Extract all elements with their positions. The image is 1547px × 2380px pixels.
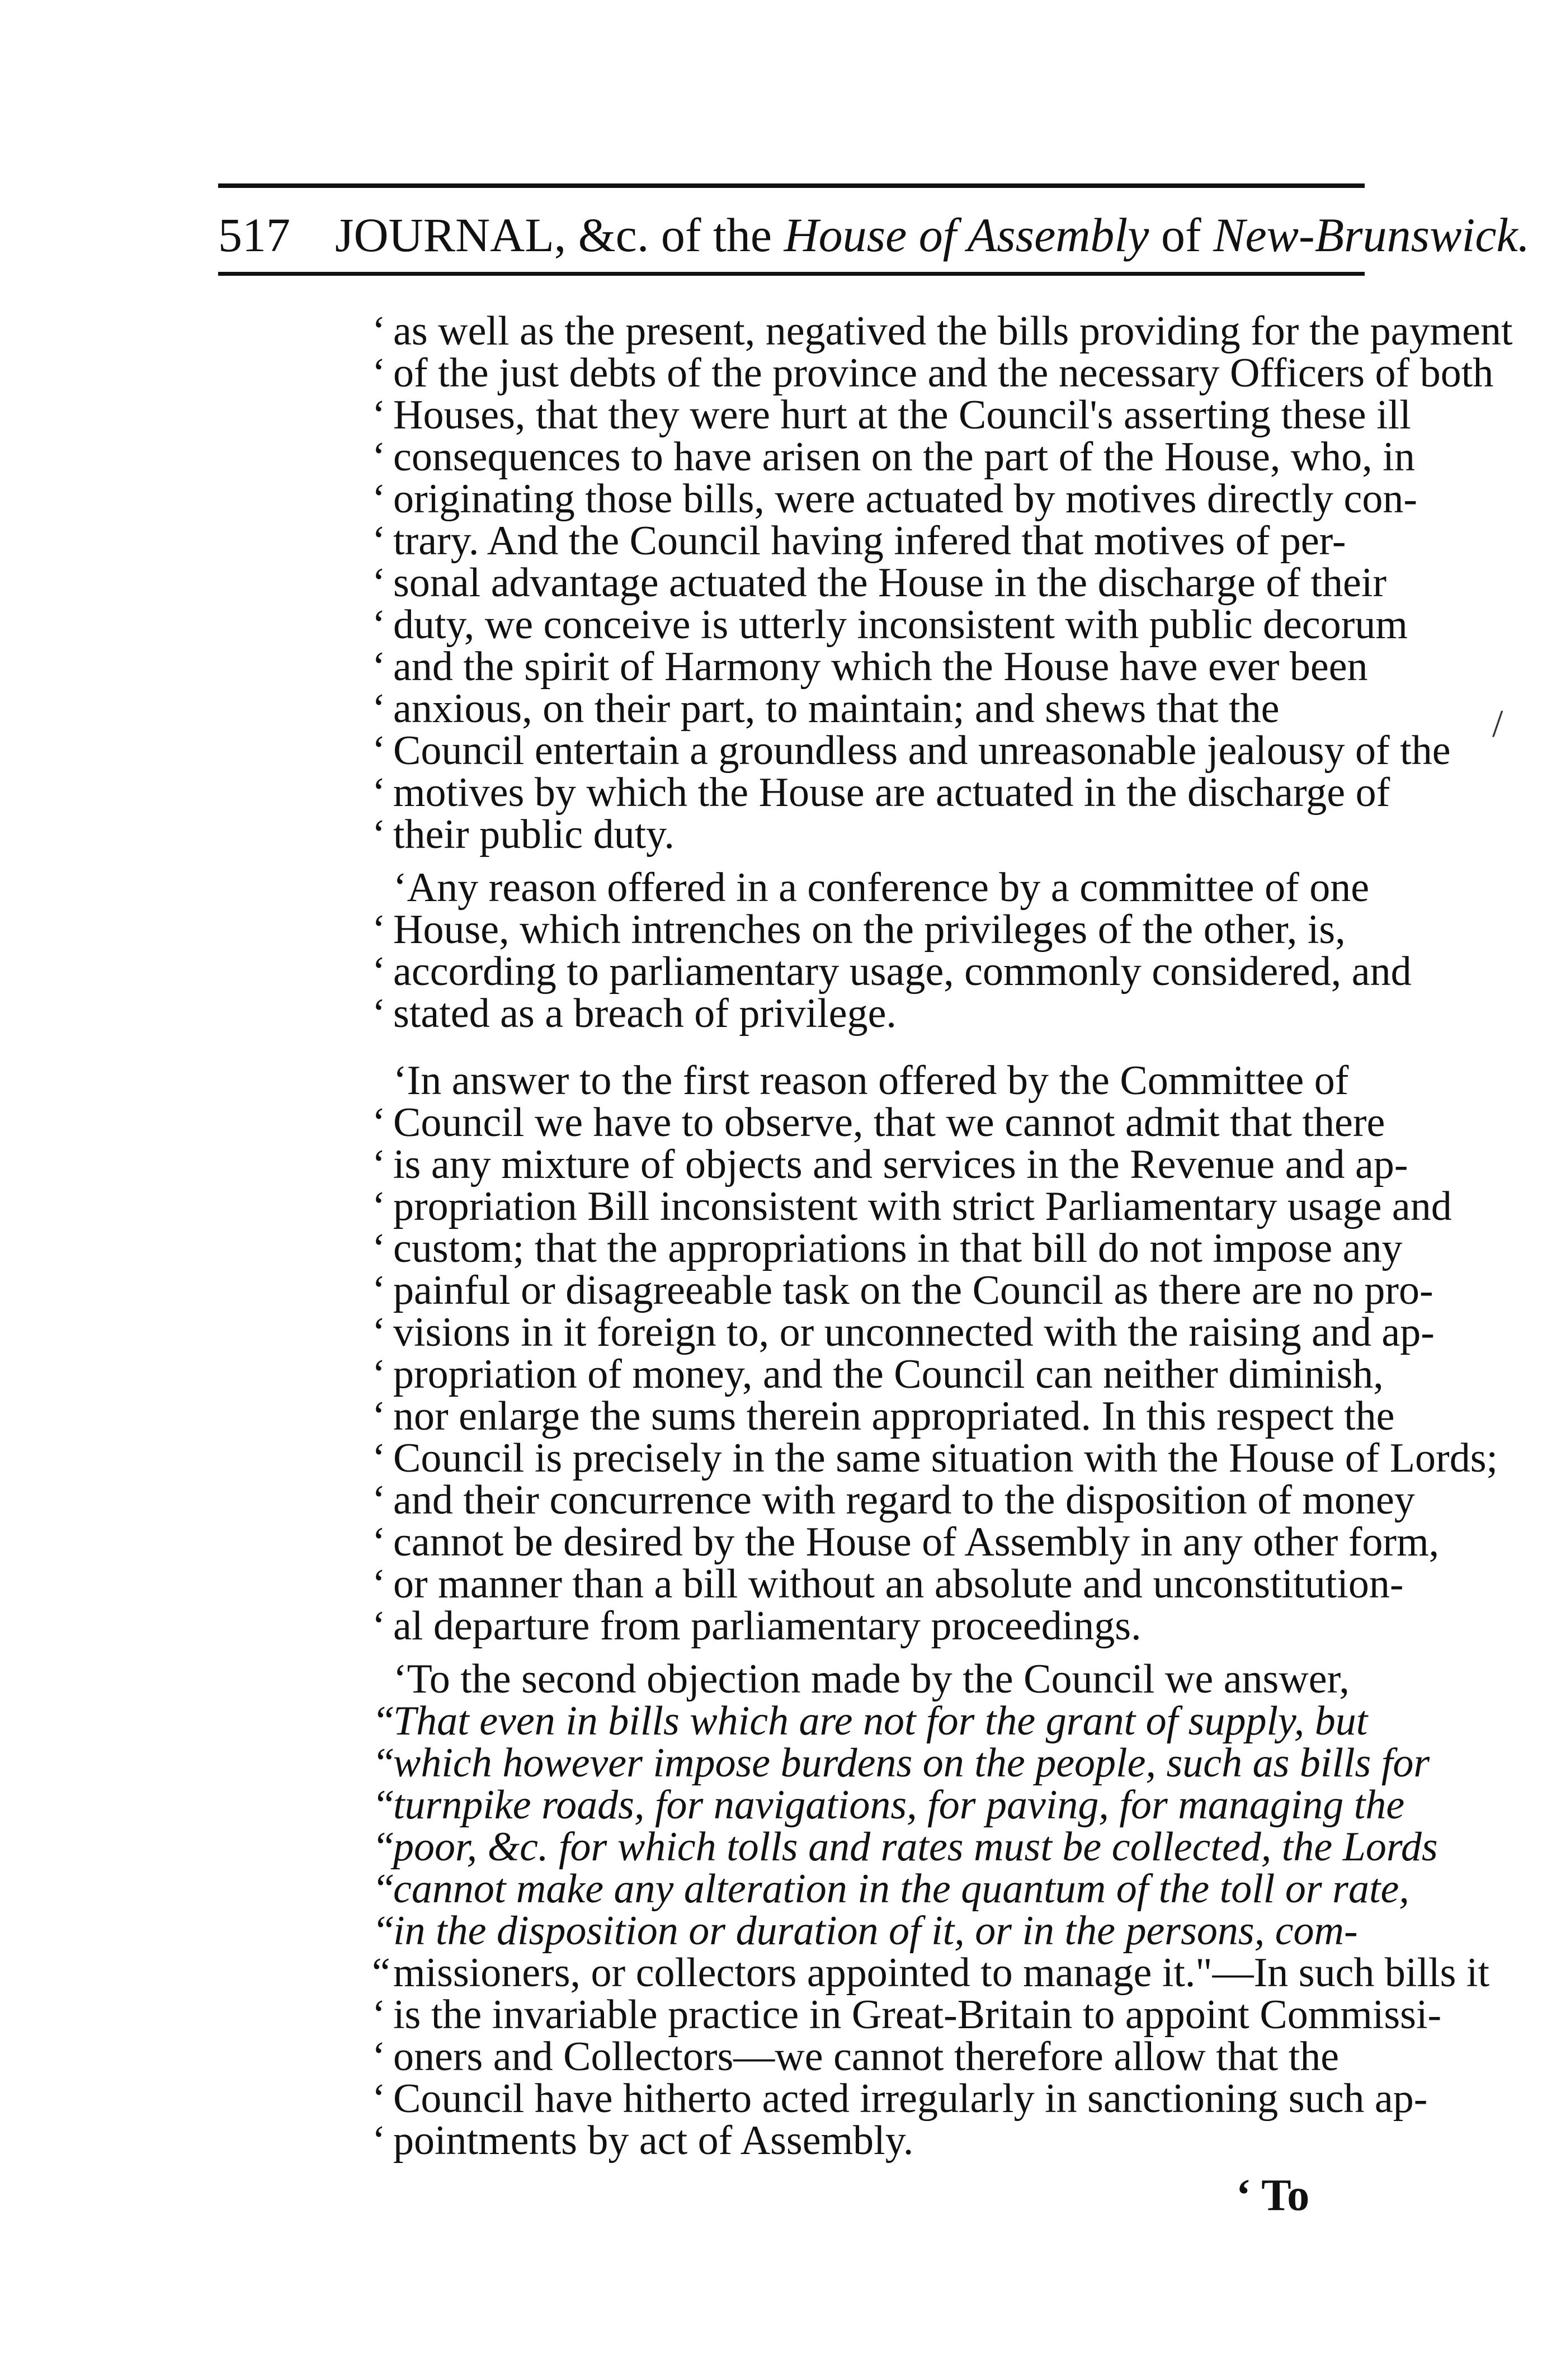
text-line: ‘ duty, we conceive is utterly inconsistent with public decorum	[372, 602, 1408, 648]
text-line: ‘ Council entertain a groundless and unreasonable jealousy of the	[372, 728, 1451, 774]
text-line: ‘ visions in it foreign to, or unconnected with the raising and ap-	[372, 1309, 1435, 1355]
text-line: ‘To the second objection made by the Council we answer,	[393, 1656, 1350, 1702]
text-line: ‘ according to parliamentary usage, commonly considered, and	[372, 949, 1412, 995]
text-line: ‘ Houses, that they were hurt at the Council's asserting these ill	[372, 392, 1411, 438]
text-line: ‘ cannot be desired by the House of Assembly in any other form,	[372, 1519, 1440, 1565]
text-line: ‘ anxious, on their part, to maintain; and shews that the	[372, 686, 1280, 732]
text-line: ‘In answer to the first reason offered by the Committee of	[393, 1058, 1349, 1104]
text-line: ‘ or manner than a bill without an absolute and unconstitution-	[372, 1561, 1404, 1607]
text-line: “missioners, or collectors appointed to manage it."—In such bills it	[372, 1950, 1490, 1996]
running-header	[218, 201, 1530, 268]
text-line: ‘ pointments by act of Assembly.	[372, 2118, 914, 2164]
paragraph-2	[372, 865, 1412, 1036]
text-line: ‘ consequences to have arisen on the part of the House, who, in	[372, 434, 1415, 480]
text-line: ‘ motives by which the House are actuated in the discharge of	[372, 770, 1390, 816]
text-line: ‘ Council we have to observe, that we cannot admit that there	[372, 1100, 1385, 1146]
text-line: ‘ custom; that the appropriations in that bill do not impose any	[372, 1226, 1403, 1271]
text-line: ‘ al departure from parliamentary proceedings.	[372, 1603, 1142, 1649]
text-line: ‘ nor enlarge the sums therein appropriated. In this respect the	[372, 1393, 1395, 1439]
text-line: “turnpike roads, for navigations, for paving, for managing the	[372, 1782, 1405, 1828]
text-line: ‘ Council is precisely in the same situation with the House of Lords;	[372, 1435, 1498, 1481]
text-line: ‘ propriation Bill inconsistent with strict Parliamentary usage and	[372, 1184, 1452, 1229]
header-rule-bottom	[218, 272, 1365, 276]
text-line: “That even in bills which are not for the grant of supply, but	[372, 1698, 1368, 1744]
paragraph-3	[372, 1058, 1498, 1649]
text-line: ‘ their public duty.	[372, 812, 675, 857]
paragraph-1	[372, 308, 1513, 857]
text-line: ‘ is any mixture of objects and services in the Revenue and ap-	[372, 1142, 1408, 1187]
text-line: ‘ Council have hitherto acted irregularly in sanctioning such ap-	[372, 2076, 1428, 2122]
text-line: ‘ and their concurrence with regard to the disposition of money	[372, 1477, 1415, 1523]
text-line: ‘ painful or disagreeable task on the Council as there are no pro-	[372, 1267, 1433, 1313]
header-house-of-assembly: House of Assembly	[784, 208, 1149, 262]
text-line: ‘Any reason offered in a conference by a committee of one	[393, 865, 1370, 911]
text-line: ‘ trary. And the Council having infered that motives of per-	[372, 518, 1346, 564]
paragraph-4	[372, 1656, 1490, 2164]
text-line: “in the disposition or duration of it, or in the persons, com-	[372, 1908, 1358, 1954]
text-line: ‘ stated as a breach of privilege.	[372, 991, 897, 1036]
text-line: ‘ oners and Collectors—we cannot therefore allow that the	[372, 2034, 1340, 2080]
text-line: ‘ originating those bills, were actuated by motives directly con-	[372, 476, 1417, 522]
text-line: “cannot make any alteration in the quantum of the toll or rate,	[372, 1866, 1409, 1912]
text-line: ‘ of the just debts of the province and the necessary Officers of both	[372, 350, 1494, 396]
text-line: “poor, &c. for which tolls and rates must be collected, the Lords	[372, 1824, 1438, 1870]
text-line: ‘ as well as the present, negatived the bills providing for the payment	[372, 308, 1513, 354]
text-line: ‘ propriation of money, and the Council can neither diminish,	[372, 1351, 1384, 1397]
text-line: ‘ House, which intrenches on the privileges of the other, is,	[372, 907, 1346, 953]
header-province: New-Brunswick.	[1213, 208, 1530, 262]
header-journal: JOURNAL, &c. of the	[335, 208, 772, 262]
margin-mark: /	[1492, 703, 1503, 746]
text-line: ‘ sonal advantage actuated the House in the discharge of their	[372, 560, 1387, 606]
catchword: ‘ To	[1236, 2171, 1310, 2220]
page-number: 517	[218, 208, 290, 262]
text-line: “which however impose burdens on the people, such as bills for	[372, 1740, 1430, 1786]
header-rule-top	[218, 183, 1365, 188]
text-line: ‘ and the spirit of Harmony which the House have ever been	[372, 644, 1368, 690]
header-of: of	[1161, 208, 1201, 262]
text-line: ‘ is the invariable practice in Great-Britain to appoint Commissi-	[372, 1992, 1442, 2038]
